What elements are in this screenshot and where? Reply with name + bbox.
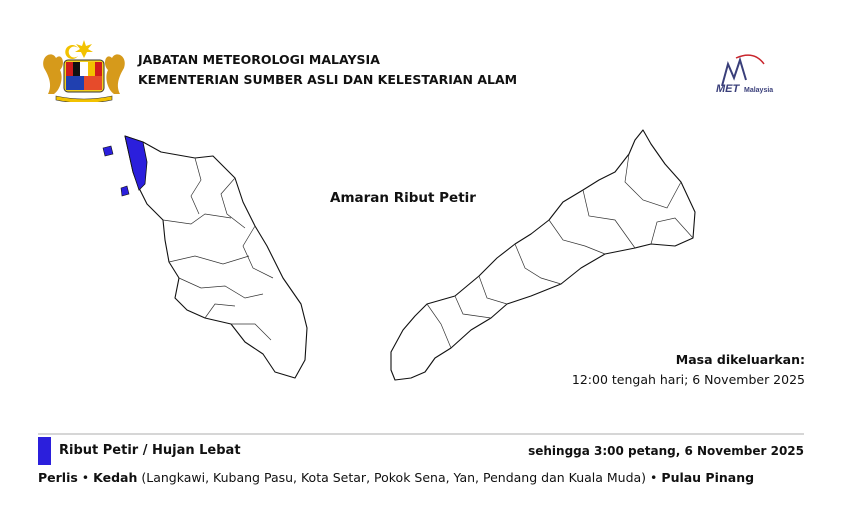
issued-time	[572, 350, 805, 390]
area-kedah: Kedah	[93, 470, 138, 485]
warning-valid-until: sehingga 3:00 petang, 6 November 2025	[528, 444, 804, 458]
area-pulau-pinang: Pulau Pinang	[661, 470, 755, 485]
issued-value: 12:00 tengah hari; 6 November 2025	[571, 372, 805, 387]
divider	[38, 433, 804, 435]
svg-text:MET: MET	[716, 83, 740, 94]
warning-zone-perlis-kedah-penang	[125, 136, 147, 190]
agency-name: JABATAN METEOROLOGI MALAYSIA	[138, 52, 380, 67]
east-malaysia	[391, 130, 695, 380]
warning-row	[38, 437, 804, 465]
map-title: Amaran Ribut Petir	[330, 190, 476, 206]
malaysia-coat-of-arms-icon	[38, 38, 130, 102]
warning-zone-penang-island	[121, 186, 129, 196]
kedah-districts: (Langkawi, Kubang Pasu, Kota Setar, Pokok Sena, Yan, Pendang dan Kuala Muda)	[137, 470, 647, 485]
affected-areas	[38, 470, 754, 485]
svg-text:Malaysia: Malaysia	[744, 87, 774, 94]
area-separator: •	[77, 470, 94, 485]
warning-zone-langkawi	[103, 146, 113, 156]
warning-type: Ribut Petir / Hujan Lebat	[59, 443, 241, 458]
area-separator: •	[646, 470, 662, 485]
area-perlis: Perlis	[38, 470, 78, 485]
ministry-name: KEMENTERIAN SUMBER ASLI DAN KELESTARIAN ALAM	[138, 72, 518, 87]
peninsular-malaysia	[125, 136, 307, 378]
warning-color-swatch	[38, 437, 51, 465]
issued-label: Masa dikeluarkan:	[675, 352, 805, 367]
header	[38, 38, 818, 102]
met-malaysia-logo	[706, 50, 806, 94]
